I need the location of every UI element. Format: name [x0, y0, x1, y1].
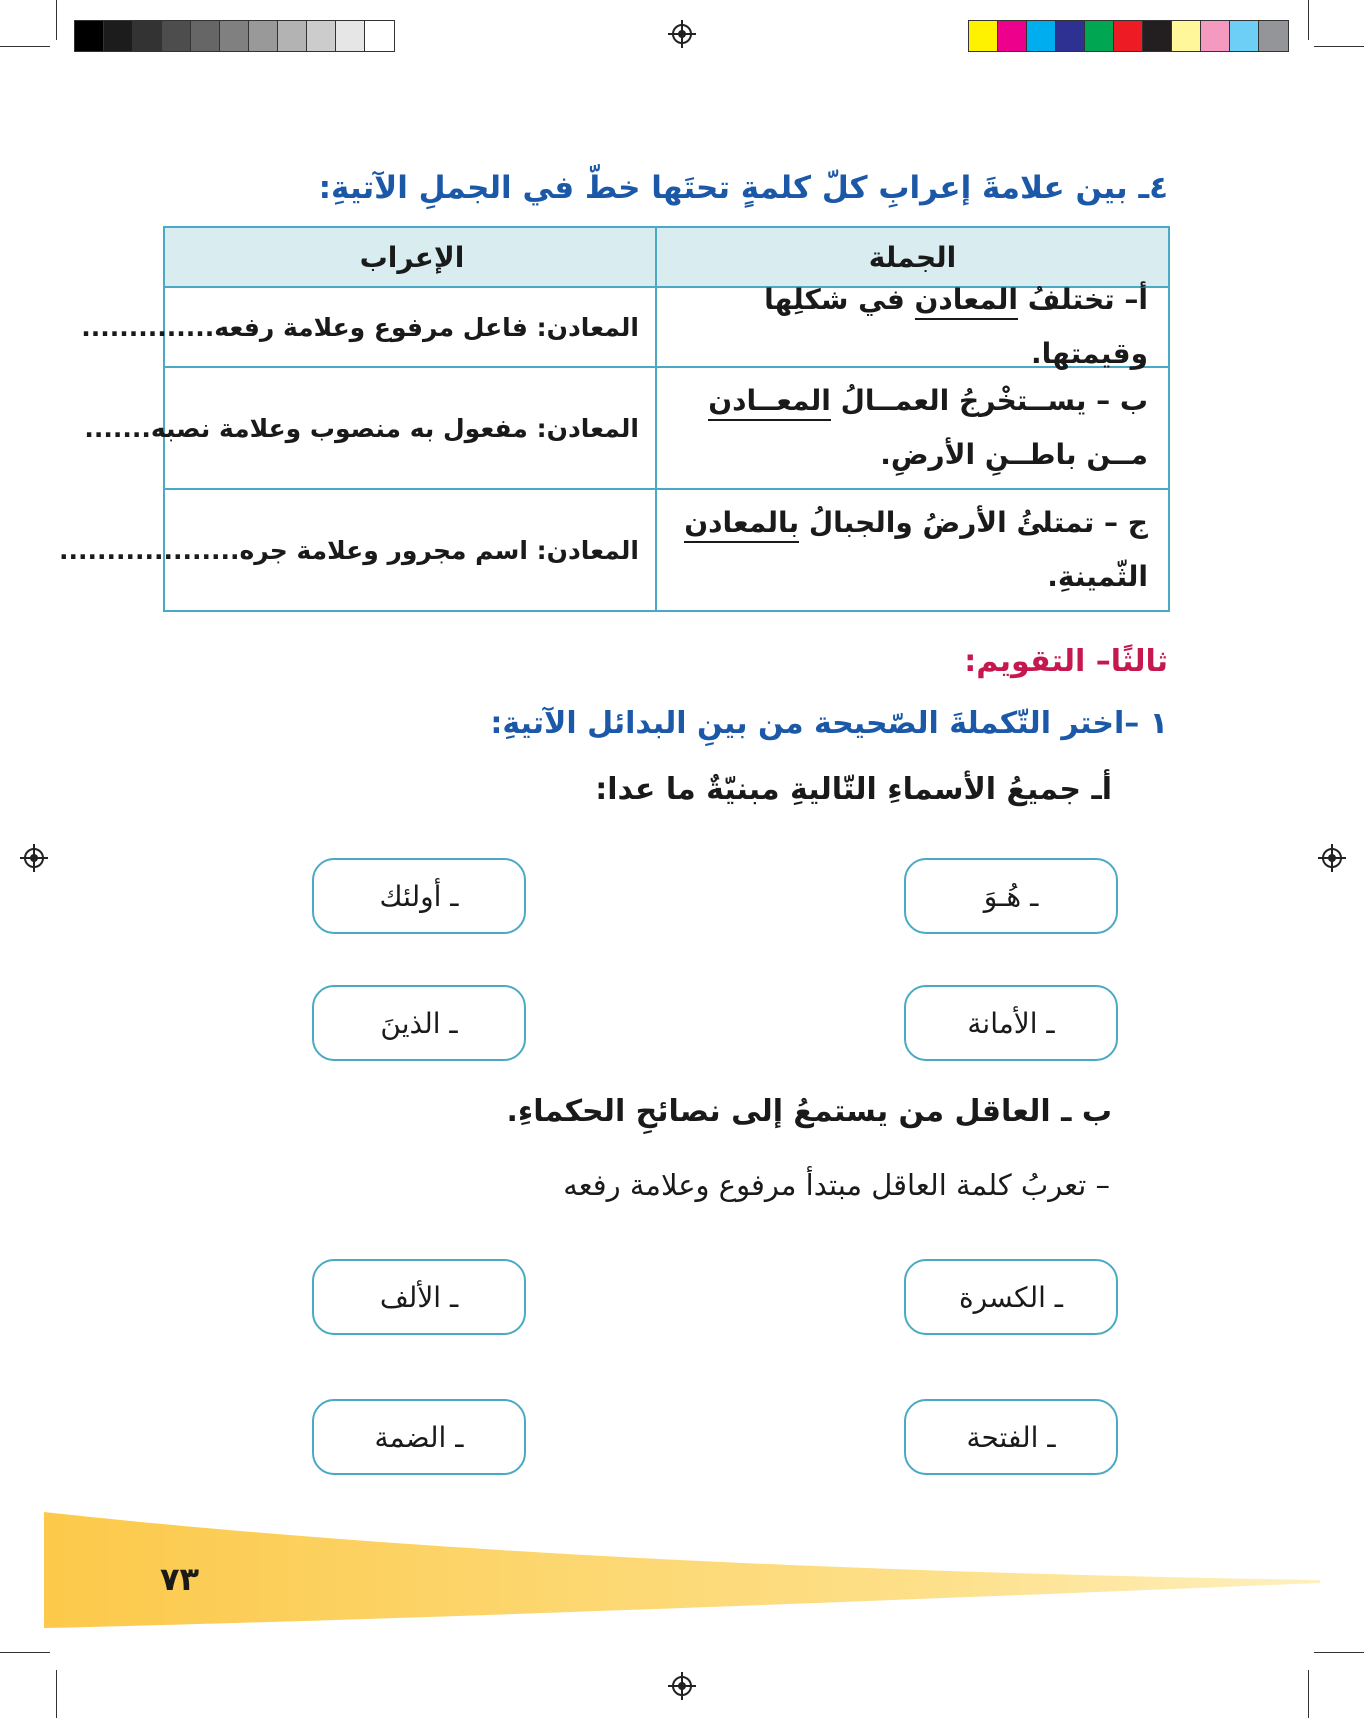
sentence-part: الثّمينةِ. [1047, 560, 1148, 593]
exercise-heading: ٤ـ بين علامةَ إعرابِ كلّ كلمةٍ تحتَها خطّ في الجملِ الآتيةِ: [318, 170, 1168, 206]
color-calibration-strip [968, 20, 1289, 52]
registration-mark-icon [24, 848, 44, 868]
parse-text: المعادن: اسم مجرور وعلامة جره................... [59, 535, 639, 565]
crop-mark [1308, 0, 1309, 40]
crop-mark [1308, 1670, 1309, 1718]
sentence-cell [655, 283, 1168, 370]
parse-cell [81, 288, 659, 366]
option-button[interactable]: ـ الفتحة [904, 1399, 1118, 1475]
sentence-text [677, 273, 1148, 381]
registration-mark-icon [672, 24, 692, 44]
page-number: ٧٣ [160, 1560, 200, 1598]
sentence-cell [655, 368, 1168, 488]
sentence-part: مــن باطــنِ الأرضِ. [880, 438, 1148, 471]
registration-mark-icon [672, 1676, 692, 1696]
sentence-part: ب – يســتخْرجُ العمــالُ [830, 384, 1148, 417]
crop-mark [0, 46, 50, 47]
parse-text: المعادن: مفعول به منصوب وعلامة نصبه....... [84, 413, 639, 443]
option-button[interactable]: ـ الألف [312, 1259, 526, 1335]
header-sentence: الجملة [655, 228, 1168, 286]
underlined-word: المعــادن [708, 384, 831, 421]
option-button[interactable]: ـ هُـوَ [904, 858, 1118, 934]
table-row [81, 283, 1168, 370]
option-button[interactable]: ـ الأمانة [904, 985, 1118, 1061]
parse-cell [84, 368, 659, 488]
crop-mark [56, 0, 57, 40]
option-button[interactable]: ـ الذينَ [312, 985, 526, 1061]
sentence-part: في شكلِها وقيمتها. [764, 283, 1148, 370]
question-b: ب ـ العاقل من يستمعُ إلى نصائحِ الحكماءِ. [506, 1094, 1112, 1129]
crop-mark [1314, 1652, 1364, 1653]
crop-mark [0, 1652, 50, 1653]
sentence-part: أ– تختلفُ [1018, 283, 1148, 316]
option-button[interactable]: ـ الضمة [312, 1399, 526, 1475]
parsing-table [59, 226, 1170, 612]
registration-mark-icon [1322, 848, 1342, 868]
question-a: أـ جميعُ الأسماءِ التّاليةِ مبنيّةٌ ما عدا: [595, 772, 1112, 807]
footer-band [0, 1500, 1364, 1630]
option-button[interactable]: ـ أولئك [312, 858, 526, 934]
statement-b: – تعربُ كلمة العاقل مبتدأ مرفوع وعلامة رفعه [563, 1168, 1110, 1202]
table-row [59, 490, 1168, 610]
instruction: ١ –اختر التّكملةَ الصّحيحة من بينِ البدائل الآتيةِ: [490, 706, 1168, 741]
table-row [84, 368, 1168, 490]
sentence-text [677, 496, 1148, 604]
sentence-part: ج – تمتلئُ الأرضُ والجبالُ [799, 506, 1148, 539]
underlined-word: بالمعادن [684, 506, 799, 543]
sentence-text [677, 374, 1148, 482]
crop-mark [1314, 46, 1364, 47]
header-parse: الإعراب [359, 240, 465, 274]
parse-cell [59, 490, 659, 610]
parse-text: المعادن: فاعل مرفوع وعلامة رفعه.............. [81, 312, 639, 342]
grayscale-calibration-strip [74, 20, 395, 52]
sentence-cell [655, 490, 1168, 610]
section-title: ثالثًا– التقويم: [964, 644, 1168, 679]
crop-mark [56, 1670, 57, 1718]
option-button[interactable]: ـ الكسرة [904, 1259, 1118, 1335]
underlined-word: المعادن [915, 283, 1018, 320]
